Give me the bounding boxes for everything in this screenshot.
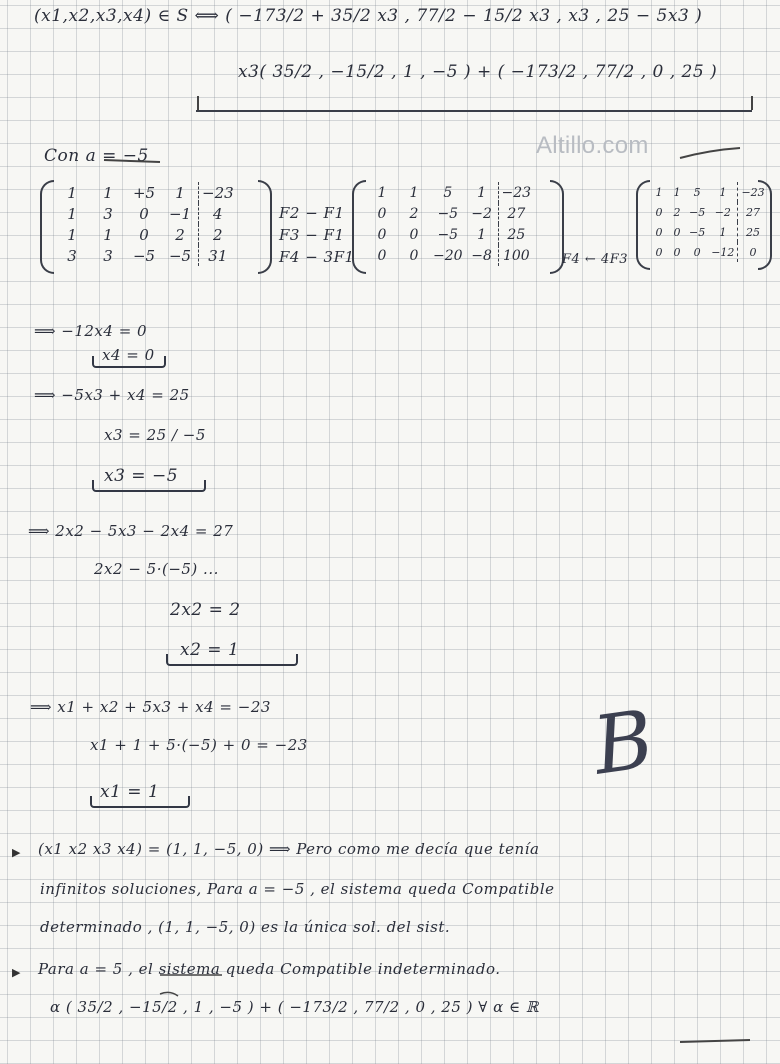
matrix-cell: 2: [673, 205, 681, 219]
step-x4-result: x4 = 0: [102, 346, 155, 364]
matrix-cell: 3: [103, 204, 113, 223]
matrix-rhs-cell: 27: [738, 202, 768, 222]
matrix-cell: 0: [655, 245, 663, 259]
matrix-cell: −2: [714, 205, 731, 219]
row-op-2: F3 − F1: [279, 226, 345, 244]
matrix-cell: 1: [409, 184, 419, 201]
matrix-cell: +5: [132, 183, 156, 202]
matrix-cell: 3: [103, 246, 113, 265]
matrix-rhs-cell: 100: [498, 245, 534, 266]
step-x2-sub: 2x2 − 5·(−5) ...: [94, 560, 219, 578]
matrix-cell: 0: [377, 247, 387, 264]
matrix-cell: 1: [377, 184, 387, 201]
matrix-cell: 1: [67, 225, 77, 244]
matrix-cell: −2: [471, 205, 492, 222]
matrix-cell: 1: [67, 204, 77, 223]
matrix-cell: 5: [693, 185, 701, 199]
matrix-rhs-cell: −23: [199, 182, 237, 203]
matrix-cell: −12: [711, 245, 735, 259]
matrix-rhs-cell: −23: [498, 182, 534, 203]
matrix-rhs-cell: 25: [498, 224, 534, 245]
step-x2-result: x2 = 1: [180, 640, 240, 660]
matrix-cell: 3: [67, 246, 77, 265]
matrix-cell: −5: [689, 225, 706, 239]
matrix-cell: 1: [67, 183, 77, 202]
step-x1-eq: ⟹ x1 + x2 + 5x3 + x4 = −23: [30, 698, 271, 716]
matrix-rhs-cell: 25: [738, 222, 768, 242]
row-op-1: F2 − F1: [279, 204, 345, 222]
conclusion-line-3: determinado , (1, 1, −5, 0) es la única sol. del sist.: [40, 918, 451, 936]
matrix-cell: 0: [409, 247, 419, 264]
matrix-cell: 2: [175, 225, 185, 244]
matrix-cell: 0: [139, 225, 149, 244]
solution-set-line: (x1,x2,x3,x4) ∈ S ⟺ ( −173/2 + 35/2 x3 , 77/2 − 15/2 x3 , x3 , 25 − 5x3 ): [34, 6, 703, 26]
matrix-cell: 0: [693, 245, 701, 259]
matrix-cell: −1: [168, 204, 192, 223]
matrix-rhs-cell: 31: [199, 245, 237, 266]
step-x1-sub: x1 + 1 + 5·(−5) + 0 = −23: [90, 736, 308, 754]
matrix-rhs-cell: −23: [738, 182, 768, 202]
step-x2-eq: ⟹ 2x2 − 5x3 − 2x4 = 27: [28, 522, 234, 540]
matrix-cell: 0: [655, 205, 663, 219]
matrix-cell: 0: [655, 225, 663, 239]
matrix-cell: −5: [437, 226, 459, 243]
matrix-rhs-cell: 27: [498, 203, 534, 224]
matrix-cell: 0: [377, 205, 387, 222]
matrix-cell: 2: [409, 205, 419, 222]
matrix-rhs-cell: 4: [199, 203, 237, 224]
step-x3-result: x3 = −5: [104, 466, 179, 486]
matrix-cell: −5: [132, 246, 156, 265]
matrix-rhs-cell: 2: [199, 224, 237, 245]
bullet-icon: ▶: [12, 966, 21, 979]
case-label: Con a = −5: [44, 146, 149, 166]
grade-mark: B: [587, 692, 660, 793]
matrix-cell: 5: [443, 184, 453, 201]
conclusion-line-5: α ( 35/2 , −15/2 , 1 , −5 ) + ( −173/2 , 77/2 , 0 , 25 ) ∀ α ∈ ℝ: [50, 998, 539, 1016]
matrix-cell: 1: [477, 184, 486, 201]
step-x3-eq: ⟹ −5x3 + x4 = 25: [34, 386, 190, 404]
conclusion-line-4: Para a = 5 , el sistema queda Compatible indeterminado.: [38, 960, 501, 978]
matrix-cell: 1: [103, 225, 113, 244]
matrix-cell: −5: [168, 246, 192, 265]
matrix-cell: 1: [175, 183, 185, 202]
matrix-cell: −20: [433, 247, 463, 264]
matrix-cell: 0: [673, 225, 681, 239]
matrix-cell: −5: [437, 205, 459, 222]
matrix-cell: 1: [719, 185, 727, 199]
matrix-rhs-cell: 0: [738, 242, 768, 262]
matrix-cell: 1: [655, 185, 663, 199]
solution-vector-line: x3( 35/2 , −15/2 , 1 , −5 ) + ( −173/2 , 77/2 , 0 , 25 ): [238, 62, 718, 82]
matrix-cell: 0: [377, 226, 387, 243]
step-x3-div: x3 = 25 / −5: [104, 426, 206, 444]
watermark: Altillo.com: [536, 132, 649, 159]
matrix-cell: 1: [477, 226, 486, 243]
matrix-cell: 0: [409, 226, 419, 243]
conclusion-line-2: infinitos soluciones, Para a = −5 , el sistema queda Compatible: [40, 880, 555, 898]
bullet-icon: ▶: [12, 846, 21, 859]
conclusion-line-1: (x1 x2 x3 x4) = (1, 1, −5, 0) ⟹ Pero como me decía que tenía: [38, 840, 540, 858]
matrix-cell: 0: [673, 245, 681, 259]
matrix-cell: 1: [719, 225, 727, 239]
matrix-cell: −5: [689, 205, 706, 219]
step-x4-eq: ⟹ −12x4 = 0: [34, 322, 148, 340]
step-x1-result: x1 = 1: [100, 782, 160, 802]
matrix-cell: 1: [103, 183, 113, 202]
step-x2-simplified: 2x2 = 2: [170, 600, 241, 620]
matrix-cell: 0: [139, 204, 149, 223]
matrix-cell: 1: [673, 185, 681, 199]
matrix-cell: −8: [471, 247, 492, 264]
row-op-4: F4 ← 4F3: [562, 252, 629, 267]
row-op-3: F4 − 3F1: [279, 248, 355, 266]
